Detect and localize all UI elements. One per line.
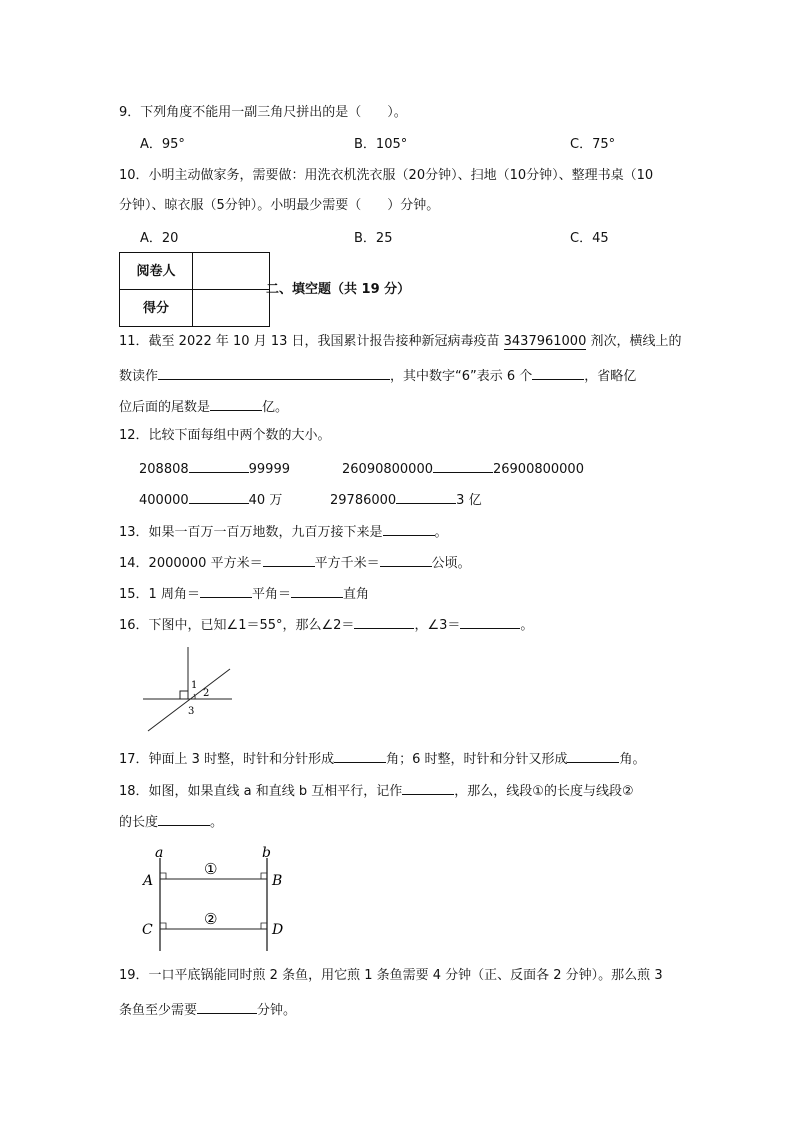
angle-label-3: 3 [188, 706, 195, 717]
q13-blank[interactable] [383, 523, 435, 536]
q11-line3 [119, 398, 288, 414]
q11-read-label: 数读作 [119, 369, 159, 384]
q11-blank-reading[interactable] [158, 367, 390, 380]
q9-option-c: C．75° [570, 137, 616, 152]
segment-2-label: ② [204, 910, 218, 928]
q15-blank-1[interactable] [200, 585, 252, 598]
score-cell[interactable] [193, 290, 270, 327]
q12-pair1-right: 99999 [248, 462, 290, 477]
q11-digit-text: ，其中数字“6”表示 6 个 [390, 369, 533, 384]
q11-text-b: 剂次，横线上的 [586, 334, 682, 349]
score-label: 得分 [120, 290, 193, 327]
q12-blank-1[interactable] [189, 460, 249, 473]
q19-text-a: 条鱼至少需要 [119, 1003, 198, 1018]
q11-number: 3437961000 [503, 334, 587, 349]
q17-line [119, 750, 646, 766]
q17-blank-1[interactable] [334, 750, 386, 763]
angle-figure [140, 645, 240, 735]
q11-line2 [119, 367, 636, 383]
q9-stem: 9．下列角度不能用一副三角尺拼出的是（ ）。 [119, 105, 407, 120]
right-angle-D [261, 923, 267, 929]
grader-label: 阅卷人 [120, 253, 193, 290]
label-D: D [272, 922, 284, 938]
q16-text-a: 16．下图中，已知∠1＝55°，那么∠2＝ [119, 618, 355, 633]
label-b: b [262, 845, 271, 861]
q15-line [119, 585, 369, 601]
q12-pair2-left: 26090800000 [342, 462, 433, 477]
q10-stem-line1: 10．小明主动做家务，需要做：用洗衣机洗衣服（20分钟）、扫地（10分钟）、整理书桌（10 [119, 168, 654, 183]
q12-pair-3 [139, 491, 282, 507]
label-a: a [155, 845, 164, 861]
q15-text-b: 平角＝ [251, 587, 291, 602]
angle-label-1: 1 [191, 680, 198, 691]
q18-text-a: 18．如图，如果直线 a 和直线 b 互相平行，记作 [119, 784, 403, 799]
q12-pair4-left: 29786000 [330, 493, 397, 508]
q19-line2 [119, 1001, 296, 1017]
right-angle-mark [180, 691, 188, 699]
q18-text-c: 的长度 [119, 815, 159, 830]
q13-line [119, 523, 448, 539]
q16-blank-2[interactable] [460, 616, 520, 629]
q19-blank[interactable] [197, 1001, 257, 1014]
q14-blank-1[interactable] [263, 554, 315, 567]
q12-pair3-right: 40 万 [248, 493, 283, 508]
q15-blank-2[interactable] [291, 585, 343, 598]
q11-tail-text: 位后面的尾数是 [119, 400, 211, 415]
q12-stem: 12．比较下面每组中两个数的大小。 [119, 428, 331, 443]
q14-text-b: 平方千米＝ [314, 556, 380, 571]
angle-label-2: 2 [203, 688, 210, 699]
q12-pair2-right: 26900800000 [492, 462, 584, 477]
parallel-lines-figure [140, 844, 300, 954]
q14-blank-2[interactable] [380, 554, 432, 567]
q17-text-b: 角；6 时整，时针和分针又形成 [386, 752, 568, 767]
q12-pair1-left: 208808 [139, 462, 189, 477]
q18-line1 [119, 782, 634, 798]
q11-line1 [119, 335, 682, 348]
q9-option-a: A．95° [140, 137, 185, 152]
q10-option-c: C．45 [570, 231, 609, 246]
q12-pair3-left: 400000 [139, 493, 189, 508]
q12-pair-4 [330, 491, 482, 507]
q14-line [119, 554, 471, 570]
q11-yi-text: 亿。 [262, 400, 289, 415]
q19-line1: 19．一口平底锅能同时煎 2 条鱼，用它煎 1 条鱼需要 4 分钟（正、反面各 2 分钟）。那么煎 3 [119, 968, 663, 983]
q18-blank-1[interactable] [402, 782, 454, 795]
q18-line2 [119, 813, 223, 829]
label-C: C [142, 922, 153, 938]
q17-text-c: 角。 [619, 752, 646, 767]
q11-blank-unit[interactable] [532, 367, 584, 380]
q16-text-c: 。 [520, 618, 534, 633]
q12-pair-1 [139, 460, 290, 476]
right-angle-A [160, 873, 166, 879]
q9-option-b: B．105° [354, 137, 408, 152]
label-B: B [272, 873, 283, 889]
q10-stem-line2: 分钟）、晾衣服（5分钟）。小明最少需要（ ）分钟。 [119, 198, 440, 213]
q16-text-b: ，∠3＝ [414, 618, 461, 633]
q13-text-b: 。 [434, 525, 448, 540]
q14-text-c: 公顷。 [431, 556, 471, 571]
right-angle-C [160, 923, 166, 929]
q15-text-a: 15．1 周角＝ [119, 587, 200, 602]
q11-omit-text: ，省略亿 [584, 369, 637, 384]
q15-text-c: 直角 [342, 587, 369, 602]
q16-blank-1[interactable] [354, 616, 414, 629]
q13-text-a: 13．如果一百万一百万地数，九百万接下来是 [119, 525, 383, 540]
q10-option-a: A．20 [140, 231, 179, 246]
q11-text-a: 11．截至 2022 年 10 月 13 日，我国累计报告接种新冠病毒疫苗 [119, 334, 504, 349]
q11-blank-approx[interactable] [210, 398, 262, 411]
q14-text-a: 14．2000000 平方米＝ [119, 556, 263, 571]
q19-text-b: 分钟。 [257, 1003, 297, 1018]
q10-option-b: B．25 [354, 231, 393, 246]
q17-text-a: 17．钟面上 3 时整，时针和分针形成 [119, 752, 335, 767]
q16-line [119, 616, 533, 632]
segment-1-label: ① [204, 860, 218, 878]
q12-blank-3[interactable] [189, 491, 249, 504]
q17-blank-2[interactable] [567, 750, 619, 763]
q12-pair4-right: 3 亿 [456, 493, 482, 508]
label-A: A [143, 873, 154, 889]
q12-pair-2 [342, 460, 584, 476]
q18-text-d: 。 [210, 815, 224, 830]
q12-blank-4[interactable] [396, 491, 456, 504]
oblique-line [148, 669, 230, 731]
section2-title: 二、填空题（共 19 分） [266, 282, 411, 297]
right-angle-B [261, 873, 267, 879]
q18-text-b: ，那么，线段①的长度与线段② [454, 784, 634, 799]
grader-table [119, 252, 270, 327]
q18-blank-2[interactable] [158, 813, 210, 826]
q12-blank-2[interactable] [433, 460, 493, 473]
grader-cell[interactable] [193, 253, 270, 290]
